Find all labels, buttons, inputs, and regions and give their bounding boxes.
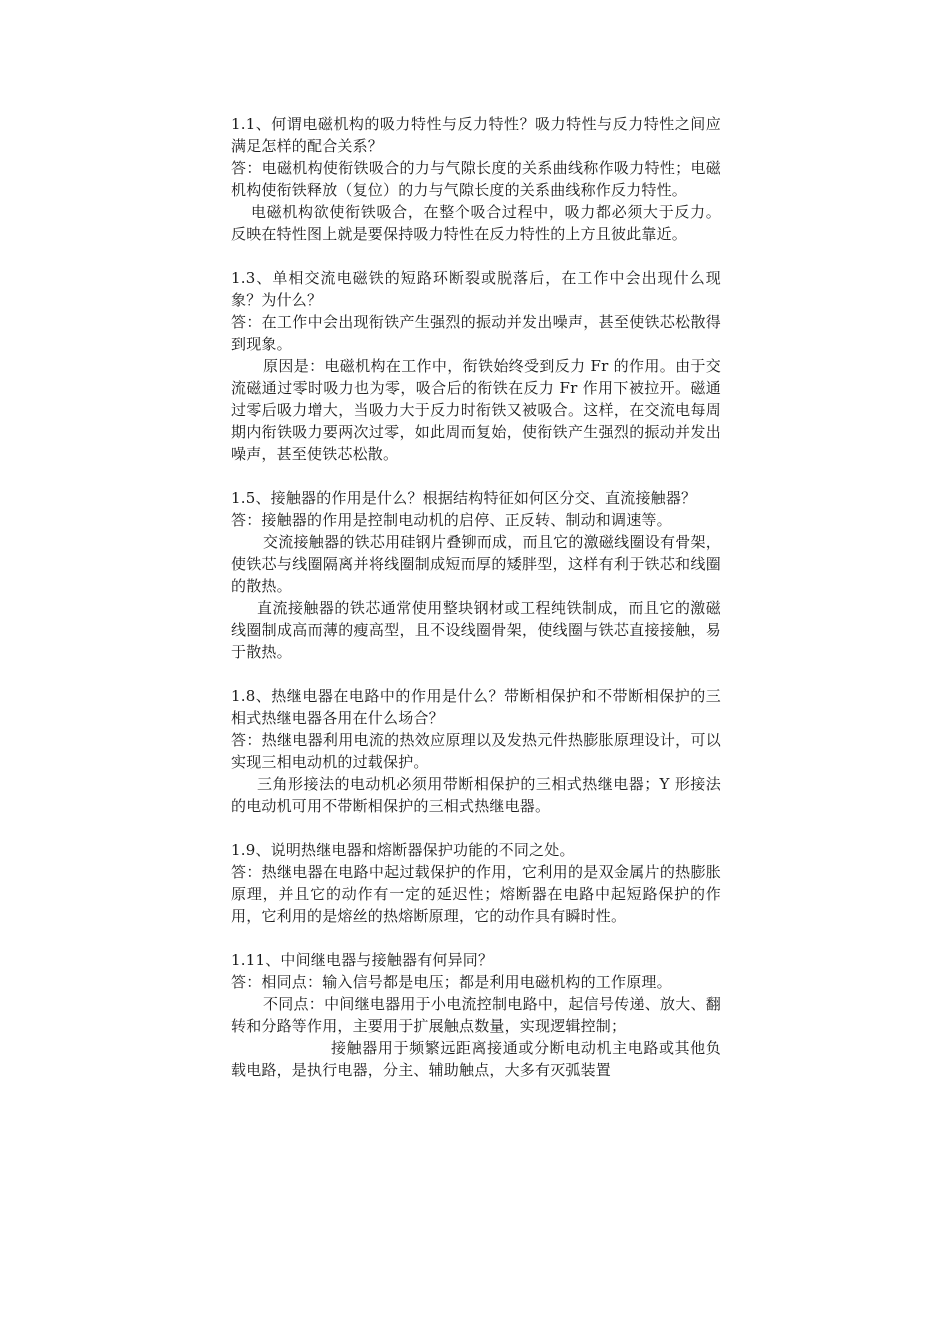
question-text: 1.11、中间继电器与接触器有何异同？	[231, 951, 494, 969]
question-text: 1.3、单相交流电磁铁的短路环断裂或脱落后，在工作中会出现什么现象？为什么？	[231, 269, 721, 309]
answer-text: 答：热继电器利用电流的热效应原理以及发热元件热膨胀原理设计，可以实现三相电动机的过载保护。	[231, 731, 721, 771]
answer-paragraph: 三角形接法的电动机必须用带断相保护的三相式热继电器；Y 形接法的电动机可用不带断相保护的三相式热继电器。	[231, 775, 721, 815]
answer-text: 答：接触器的作用是控制电动机的启停、正反转、制动和调速等。	[231, 511, 672, 529]
answer-text: 答：在工作中会出现衔铁产生强烈的振动并发出噪声，甚至使铁芯松散得到现象。	[231, 313, 721, 353]
answer-text: 答：热继电器在电路中起过载保护的作用，它利用的是双金属片的热膨胀原理，并且它的动作有一定的延迟性；熔断器在电路中起短路保护的作用，它利用的是熔丝的热熔断原理，它的动作具有瞬时性。	[231, 863, 721, 925]
question-text: 1.5、接触器的作用是什么？根据结构特征如何区分交、直流接触器？	[231, 489, 697, 507]
answer-paragraph: 直流接触器的铁芯通常使用整块钢材或工程纯铁制成，而且它的激磁线圈制成高而薄的瘦高型，且不设线圈骨架，使线圈与铁芯直接接触，易于散热。	[231, 599, 721, 661]
answer-paragraph: 原因是：电磁机构在工作中，衔铁始终受到反力 Fr 的作用。由于交流磁通过零时吸力也为零，吸合后的衔铁在反力 Fr 作用下被拉开。磁通过零后吸力增大，当吸力大于反力时衔铁又被吸合。这样，在交流电每周期内衔铁吸力要两次过零，如此周而复始，使衔铁产生强烈的振动并发出噪声，甚至使铁芯松散。	[231, 357, 721, 463]
question-text: 1.1、何谓电磁机构的吸力特性与反力特性？吸力特性与反力特性之间应满足怎样的配合关系？	[231, 115, 721, 155]
answer-text: 答：电磁机构使衔铁吸合的力与气隙长度的关系曲线称作吸力特性；电磁机构使衔铁释放（复位）的力与气隙长度的关系曲线称作反力特性。	[231, 159, 721, 199]
document-page	[231, 113, 721, 1103]
answer-paragraph: 不同点：中间继电器用于小电流控制电路中，起信号传递、放大、翻转和分路等作用，主要用于扩展触点数量，实现逻辑控制；	[231, 995, 721, 1035]
answer-paragraph: 接触器用于频繁远距离接通或分断电动机主电路或其他负载电路，是执行电器，分主、辅助触点，大多有灭弧装置	[231, 1039, 721, 1079]
qa-section-1-11	[231, 949, 721, 1081]
question-text: 1.8、热继电器在电路中的作用是什么？带断相保护和不带断相保护的三相式热继电器各用在什么场合？	[231, 687, 721, 727]
qa-section-1-9	[231, 839, 721, 927]
qa-section-1-1	[231, 113, 721, 245]
question-text: 1.9、说明热继电器和熔断器保护功能的不同之处。	[231, 841, 575, 859]
answer-text: 答：相同点：输入信号都是电压；都是利用电磁机构的工作原理。	[231, 973, 672, 991]
answer-paragraph: 交流接触器的铁芯用硅钢片叠铆而成，而且它的激磁线圈设有骨架，使铁芯与线圈隔离并将线圈制成短而厚的矮胖型，这样有利于铁芯和线圈的散热。	[231, 533, 721, 595]
qa-section-1-8	[231, 685, 721, 817]
qa-section-1-3	[231, 267, 721, 465]
qa-section-1-5	[231, 487, 721, 663]
answer-paragraph: 电磁机构欲使衔铁吸合，在整个吸合过程中，吸力都必须大于反力。反映在特性图上就是要保持吸力特性在反力特性的上方且彼此靠近。	[231, 203, 721, 243]
